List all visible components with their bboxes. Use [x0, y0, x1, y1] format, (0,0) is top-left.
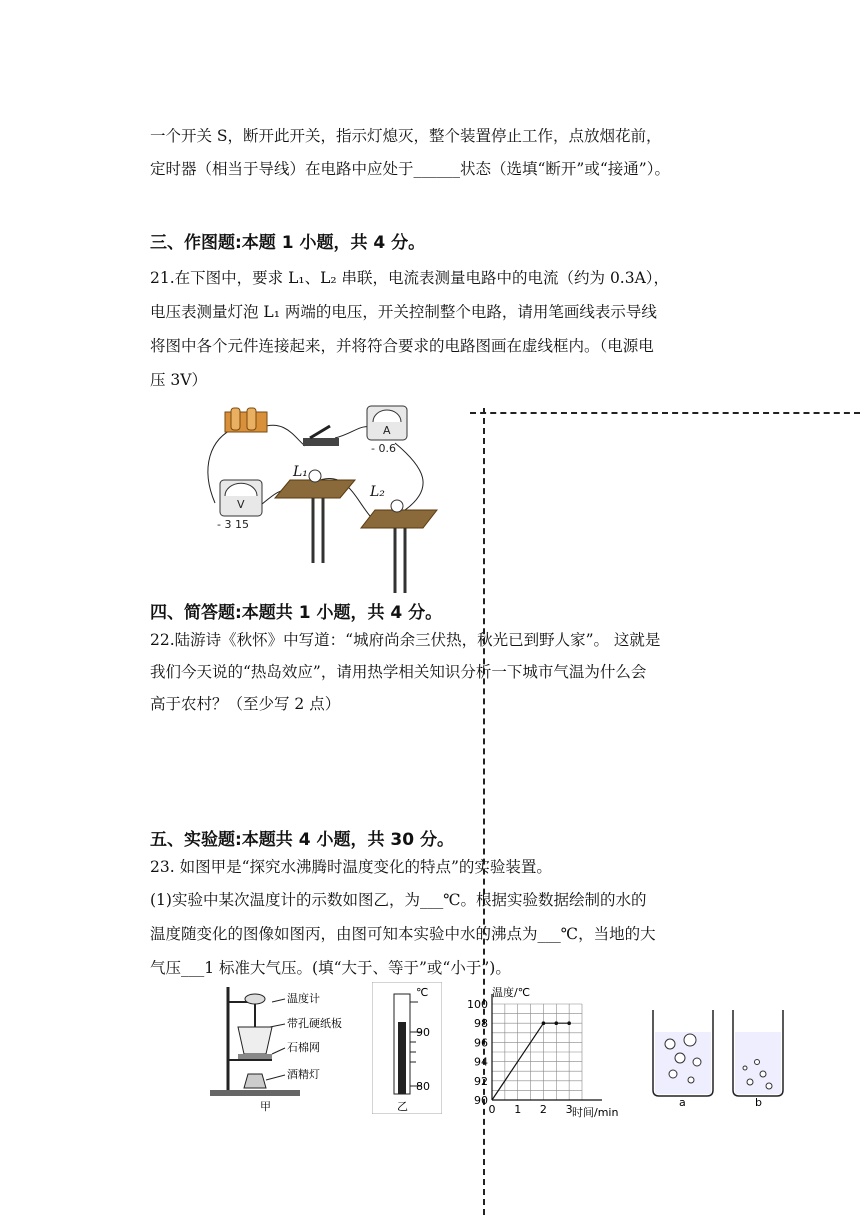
question-22-line: 22.陆游诗《秋怀》中写道：“城府尚余三伏热，秋光已到野人家”。 这就是 — [150, 631, 661, 649]
voltmeter-symbol: V — [237, 498, 245, 511]
question-23-line: 23. 如图甲是“探究水沸腾时温度变化的特点”的实验装置。 — [150, 858, 552, 876]
thermometer-tick-90: 90 — [416, 1026, 430, 1039]
beaker-label-b: b — [755, 1096, 762, 1107]
question-22-line: 我们今天说的“热岛效应”，请用热学相关知识分析一下城市气温为什么会 — [150, 663, 647, 681]
data-point — [542, 1021, 546, 1025]
x-tick-label: 3 — [565, 1103, 573, 1116]
figure-caption-jia: 甲 — [260, 1100, 271, 1113]
section-heading: 五、实验题:本题共 4 小题，共 30 分。 — [150, 830, 454, 850]
section-heading: 四、简答题:本题共 1 小题，共 4 分。 — [150, 603, 443, 623]
question-21-line: 将图中各个元件连接起来，并将符合要求的电路图画在虚线框内。（电源电 — [150, 337, 654, 355]
thermometer-figure — [372, 982, 442, 1114]
l1-label: L₁ — [293, 464, 308, 480]
thermometer-unit: ℃ — [416, 986, 429, 999]
apparatus-figure — [210, 982, 360, 1114]
asbestos-net-label: 石棉网 — [287, 1041, 320, 1054]
text-line: 一个开关 S，断开此开关，指示灯熄灭，整个装置停止工作，点放烟花前， — [150, 127, 662, 145]
data-point — [554, 1021, 558, 1025]
question-23-line: 气压___1 标准大气压。(填“大于、等于”或“小于”)。 — [150, 959, 511, 977]
voltmeter-range: - 3 15 — [217, 518, 249, 531]
y-tick-label: 98 — [474, 1017, 488, 1031]
data-point — [567, 1021, 571, 1025]
circuit-diagram — [195, 398, 445, 598]
graph-x-label: 时间/min — [572, 1106, 619, 1119]
ammeter-range: - 0.6 — [371, 442, 396, 455]
thermometer-tick-80: 80 — [416, 1080, 430, 1093]
question-21-line: 电压表测量灯泡 L₁ 两端的电压，开关控制整个电路，请用笔画线表示导线 — [150, 303, 657, 321]
alcohol-lamp-label: 酒精灯 — [287, 1068, 320, 1081]
graph-y-label: 温度/℃ — [492, 986, 531, 999]
y-tick-label: 96 — [474, 1036, 488, 1050]
cardboard-label: 带孔硬纸板 — [287, 1017, 342, 1030]
question-23-line: (1)实验中某次温度计的示数如图乙，为___℃。根据实验数据绘制的水的 — [150, 891, 647, 909]
text-line: 定时器（相当于导线）在电路中应处于______状态（选填“断开”或“接通”）。 — [150, 160, 670, 178]
question-21-line: 压 3V） — [150, 371, 207, 389]
thermometer-label: 温度计 — [287, 992, 320, 1005]
question-23-line: 温度随变化的图像如图丙，由图可知本实验中水的沸点为___℃，当地的大 — [150, 925, 656, 943]
figure-caption-yi: 乙 — [397, 1100, 408, 1113]
answer-box-top-edge — [470, 412, 860, 414]
y-tick-label: 100 — [467, 998, 488, 1011]
x-tick-label: 0 — [488, 1103, 496, 1116]
beakers-figure — [645, 1002, 790, 1107]
temperature-graph — [462, 984, 622, 1120]
section-heading: 三、作图题:本题 1 小题，共 4 分。 — [150, 233, 426, 253]
question-21-line: 21.在下图中，要求 L₁、L₂ 串联，电流表测量电路中的电流（约为 0.3A）， — [150, 269, 670, 287]
y-tick-label: 94 — [474, 1055, 488, 1069]
l2-label: L₂ — [370, 484, 385, 500]
beaker-label-a: a — [679, 1096, 686, 1107]
x-tick-label: 2 — [539, 1103, 547, 1116]
y-tick-label: 90 — [474, 1094, 488, 1107]
x-tick-label: 1 — [514, 1103, 522, 1116]
question-22-line: 高于农村？（至少写 2 点） — [150, 695, 341, 713]
ammeter-symbol: A — [383, 424, 391, 437]
y-tick-label: 92 — [474, 1074, 488, 1088]
